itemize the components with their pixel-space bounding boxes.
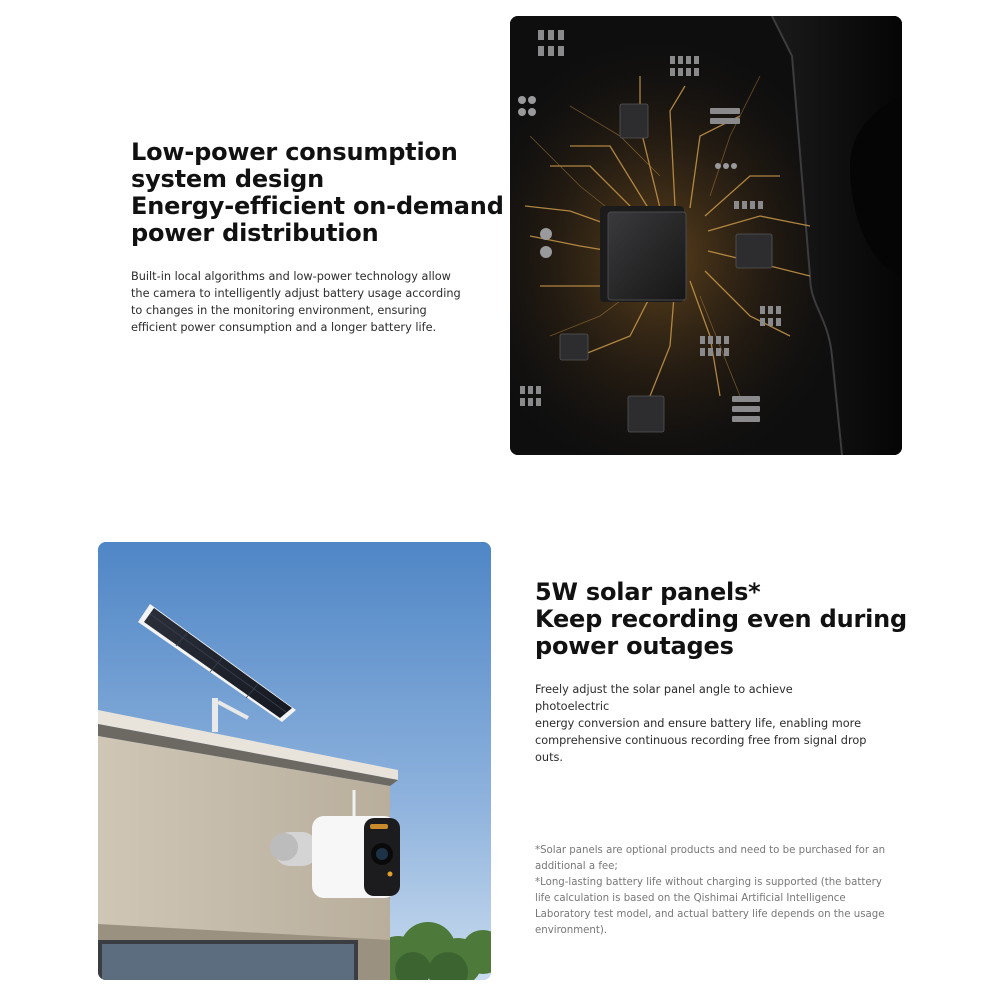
solar-description: [535, 681, 870, 766]
headline-line: Energy-efficient on-demand: [131, 192, 504, 220]
headline-line: Low-power consumption: [131, 138, 458, 166]
footnote-line: *Solar panels are optional products and need to be purchased for an: [535, 845, 886, 856]
footnote-line: environment).: [535, 925, 608, 936]
solar-footnote: [535, 843, 890, 939]
solar-headline: [535, 578, 907, 660]
circuit-chip-image: [510, 16, 902, 455]
footnote-line: life calculation is based on the Qishimai Artificial Intelligence: [535, 893, 846, 904]
body-line: Built-in local algorithms and low-power technology allow: [131, 270, 451, 283]
footnote-line: *Long-lasting battery life without charging is supported (the battery: [535, 877, 882, 888]
solar-section: [0, 500, 1000, 1000]
footnote-line: Laboratory test model, and actual battery life depends on the usage: [535, 909, 885, 920]
low-power-headline: [131, 138, 504, 247]
headline-line: power outages: [535, 632, 734, 660]
body-line: efficient power consumption and a longer battery life.: [131, 321, 437, 334]
low-power-description: [131, 268, 466, 336]
headline-line: power distribution: [131, 219, 379, 247]
headline-line: system design: [131, 165, 324, 193]
body-line: Freely adjust the solar panel angle to achieve photoelectric: [535, 683, 793, 713]
solar-panel-camera-image: [98, 542, 491, 980]
body-line: to changes in the monitoring environment, ensuring: [131, 304, 427, 317]
body-line: energy conversion and ensure battery life, enabling more: [535, 717, 862, 730]
headline-line: Keep recording even during: [535, 605, 907, 633]
body-line: outs.: [535, 751, 563, 764]
body-line: the camera to intelligently adjust battery usage according: [131, 287, 461, 300]
body-line: comprehensive continuous recording free from signal drop: [535, 734, 867, 747]
headline-line: 5W solar panels*: [535, 578, 761, 606]
footnote-line: additional a fee;: [535, 861, 618, 872]
